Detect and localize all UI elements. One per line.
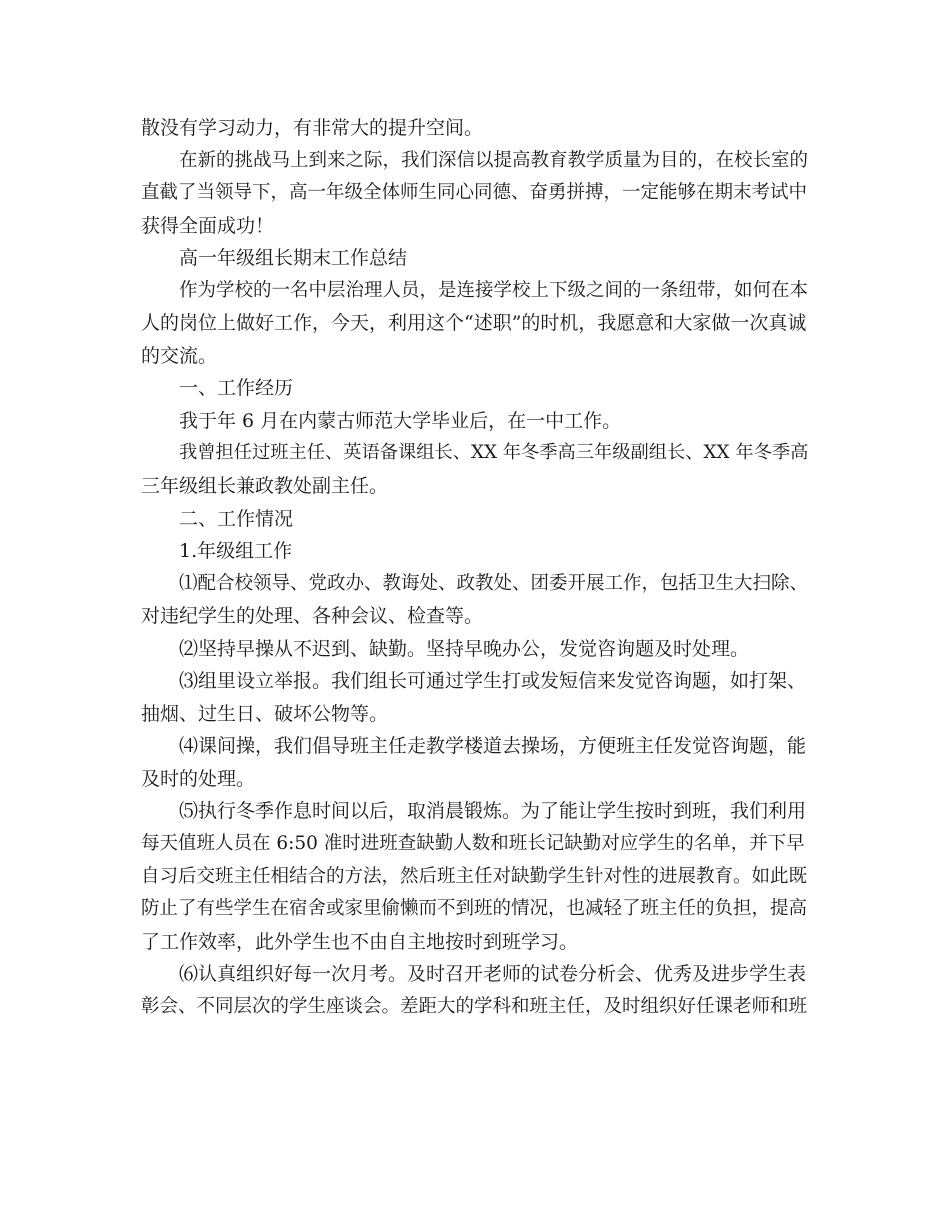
text-line: 获得全面成功！: [141, 214, 275, 237]
document-body: [141, 112, 813, 1023]
text-line: 抽烟、过生日、破坏公物等。: [141, 702, 389, 725]
text-line: 我于年 6 月在内蒙古师范大学毕业后，在一中工作。: [179, 409, 622, 432]
text-line: 了工作效率，此外学生也不由自主地按时到班学习。: [141, 930, 579, 953]
text-line: 彰会、不同层次的学生座谈会。差距大的学科和班主任，及时组织好任课老师和班: [141, 995, 808, 1017]
text-line: 及时的处理。: [141, 767, 256, 790]
text-line: ⑸执行冬季作息时间以后，取消晨锻炼。为了能让学生按时到班，我们利用: [179, 800, 807, 823]
text-line: ⑵坚持早操从不迟到、缺勤。坚持早晚办公，发觉咨询题及时处理。: [179, 637, 750, 660]
text-line: ⑷课间操，我们倡导班主任走教学楼道去操场，方便班主任发觉咨询题，能: [179, 735, 807, 758]
text-line: 二、工作情况: [179, 507, 294, 530]
text-line: ⑹认真组织好每一次月考。及时召开老师的试卷分析会、优秀及进步学生表: [179, 963, 807, 986]
text-line: 我曾担任过班主任、英语备课组长、XX 年冬季高三年级副组长、XX 年冬季高: [179, 442, 809, 464]
text-line: 高一年级组长期末工作总结: [179, 247, 408, 270]
text-line: 三年级组长兼政教处副主任。: [141, 475, 389, 498]
text-line: 散没有学习动力，有非常大的提升空间。: [141, 117, 484, 139]
text-line: 自习后交班主任相结合的方法，然后班主任对缺勤学生针对性的进展教育。如此既: [141, 865, 808, 887]
text-line: 在新的挑战马上到来之际，我们深信以提高教育教学质量为目的，在校长室的: [179, 149, 809, 171]
text-line: 1.年级组工作: [179, 540, 293, 563]
text-line: 防止了有些学生在宿舍或家里偷懒而不到班的情况，也减轻了班主任的负担，提高: [141, 898, 808, 920]
text-line: 人的岗位上做好工作，今天，利用这个“述职”的时机，我愿意和大家做一次真诚: [141, 312, 807, 335]
text-line: 每天值班人员在 6:50 准时进班查缺勤人数和班长记缺勤对应学生的名单，并下早: [141, 833, 805, 855]
text-line: 作为学校的一名中层治理人员，是连接学校上下级之间的一条纽带，如何在本: [179, 279, 809, 301]
text-line: 对违纪学生的处理、各种会议、检查等。: [141, 605, 484, 628]
text-line: 直截了当领导下，高一年级全体师生同心同德、奋勇拼搏，一定能够在期末考试中: [141, 182, 808, 204]
text-line: 一、工作经历: [179, 377, 294, 400]
text-line: ⑴配合校领导、党政办、教诲处、政教处、团委开展工作，包括卫生大扫除、: [179, 572, 809, 594]
text-line: ⑶组里设立举报。我们组长可通过学生打或发短信来发觉咨询题，如打架、: [179, 670, 807, 693]
text-line: 的交流。: [141, 344, 218, 367]
